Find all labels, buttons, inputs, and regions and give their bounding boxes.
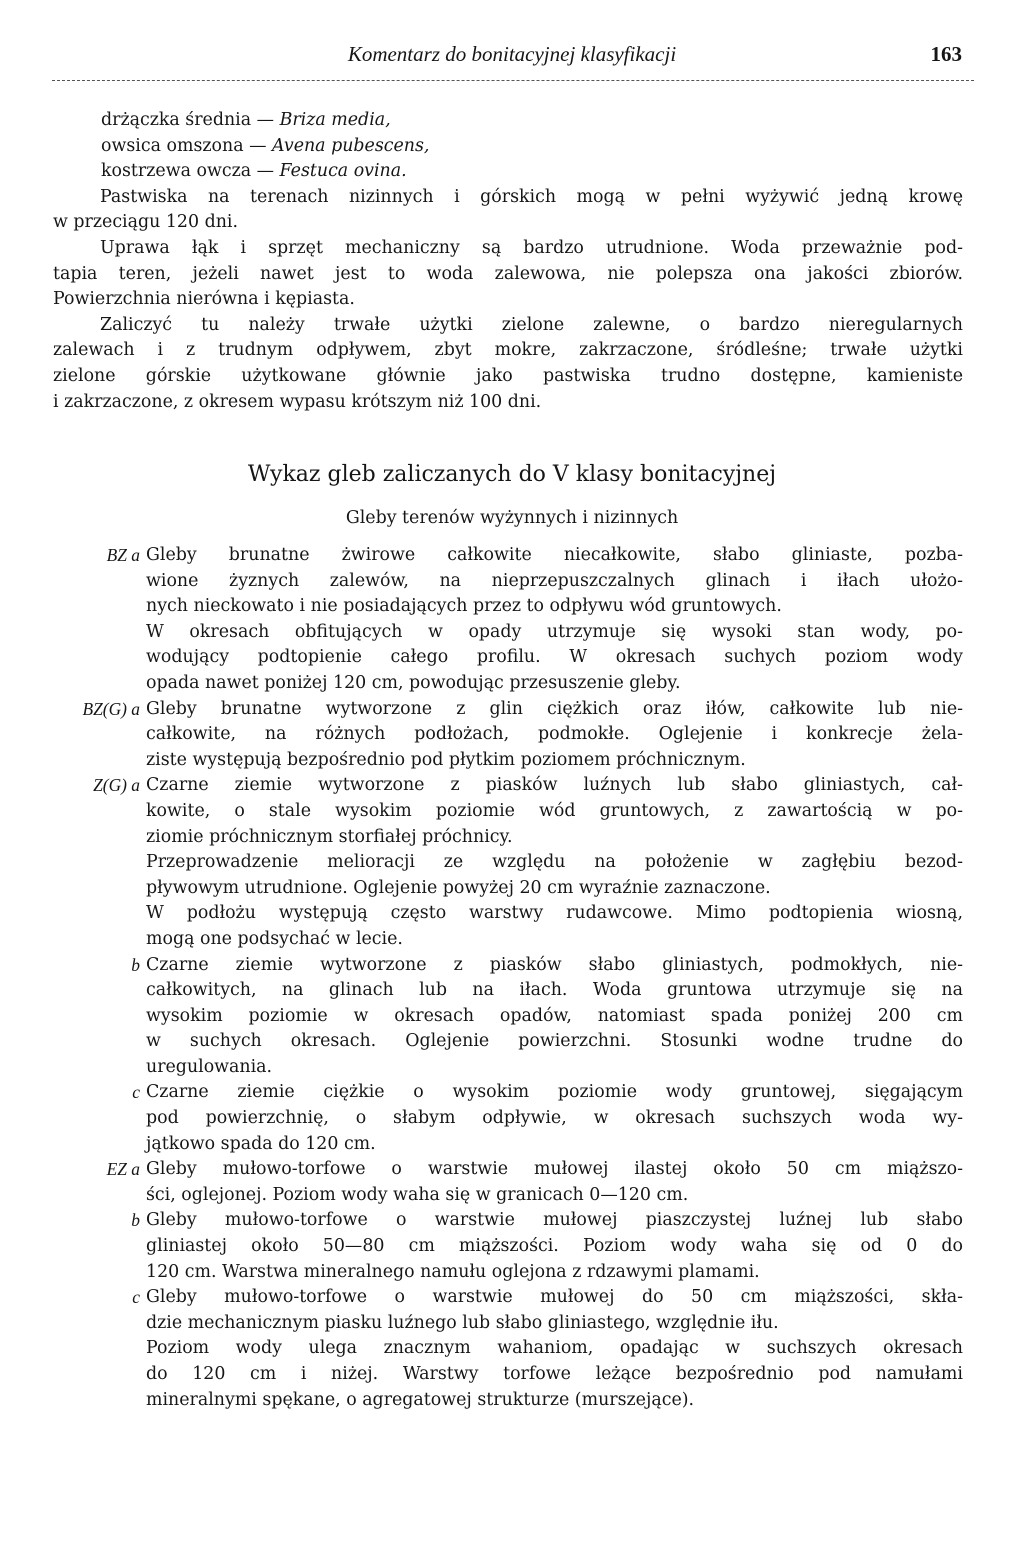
soil-entry [53,773,963,952]
description-line: Gleby brunatne żwirowe całkowite niecałkowite, słabo gliniaste, pozba- [146,545,963,565]
page-number: 163 [930,42,962,66]
description-line: ziste występują bezpośrednio pod płytkim poziomem próchnicznym. [146,749,746,770]
description-line: do 120 cm i niżej. Warstwy torfowe leżące bezpośrednio pod namułami [146,1364,963,1384]
description-line: wysokim poziomie w okresach opadów, natomiast spada poniżej 200 cm [146,1005,963,1026]
soil-entry-label: c [132,1287,140,1308]
soil-entry-description [146,543,963,697]
soil-entry-description [146,1157,963,1208]
description-line: wione żyznych zalewów, na nieprzepuszczalnych glinach i iłach ułożo- [146,570,963,591]
soil-entry [53,1080,963,1157]
paragraph-line: Zaliczyć tu należy trwałe użytki zielone zalewne, o bardzo nieregularnych [100,314,963,335]
soil-entry-label: EZ a [106,1159,140,1180]
soil-entry [53,953,963,1081]
description-line: Gleby brunatne wytworzone z glin ciężkich oraz iłów, całkowite lub nie- [146,698,963,719]
paragraph-line: tapia teren, jeżeli nawet jest to woda zalewowa, nie polepsza ona jakości zbiorów. [53,263,963,284]
description-line: Poziom wody ulega znacznym wahaniom, opadając w suchszych okresach [146,1338,963,1359]
soil-list [53,543,963,1413]
description-line: kowite, o stale wysokim poziomie wód gruntowych, z zawartością w po- [146,800,963,821]
description-line: mogą one podsychać w lecie. [146,928,403,949]
species-polish-name: owsica omszona — [101,135,273,156]
description-line: W podłożu występują często warstwy rudawcowe. Mimo podtopienia wiosną, [146,903,963,924]
description-line: całkowite, na różnych podłożach, podmokłe. Oglejenie i konkrecje żela- [146,724,963,745]
description-line: Czarne ziemie wytworzone z piasków luźnych lub słabo gliniastych, cał- [146,775,963,796]
description-line: ści, oglejonej. Poziom wody waha się w granicach 0—120 cm. [146,1184,689,1205]
description-line: pływowym utrudnione. Oglejenie powyżej 20 cm wyraźnie zaznaczone. [146,877,771,898]
intro-text [53,108,963,415]
description-line: gliniastej około 50—80 cm miąższości. Poziom wody waha się od 0 do [146,1236,963,1257]
species-latin-name: Festuca ovina. [279,161,407,182]
soil-entry-description [146,1208,963,1285]
paragraph-line: Uprawa łąk i sprzęt mechaniczny są bardzo utrudnione. Woda przeważnie pod- [100,237,963,258]
description-line: mineralnymi spękane, o agregatowej strukturze (murszejące). [146,1389,695,1410]
description-line: opada nawet poniżej 120 cm, powodując przesuszenie gleby. [146,672,681,693]
soil-entry-label: b [131,1210,140,1231]
species-latin-name: Avena pubescens, [272,135,430,156]
paragraph-line: zalewach i z trudnym odpływem, zbyt mokre, zakrzaczone, śródleśne; trwałe użytki [53,340,963,361]
soil-entry-label: c [132,1082,140,1103]
paragraph-line: Powierzchnia nierówna i kępiasta. [53,289,355,310]
species-line [53,134,963,160]
description-line: Czarne ziemie ciężkie o wysokim poziomie wody gruntowej, sięgającym [146,1082,963,1103]
description-line: 120 cm. Warstwa mineralnego namułu oglejona z rdzawymi plamami. [146,1261,760,1282]
description-line: Czarne ziemie wytworzone z piasków słabo gliniastych, podmokłych, nie- [146,954,963,975]
description-line: dzie mechanicznym piasku luźnego lub słabo gliniastego, względnie iłu. [146,1312,779,1333]
section-title: Wykaz gleb zaliczanych do V klasy bonitacyjnej [247,462,777,487]
species-latin-name: Briza media, [279,110,391,130]
description-line: nych nieckowato i nie posiadających przez to odpływu wód gruntowych. [146,596,782,617]
soil-entry-description [146,773,963,952]
soil-entry-label: BZ(G) a [82,698,140,719]
soil-entry [53,1285,963,1413]
description-line: w suchych okresach. Oglejenie powierzchni. Stosunki wodne trudne do [146,1031,963,1052]
species-polish-name: kostrzewa owcza — [101,161,280,182]
paragraph-line: w przeciągu 120 dni. [53,212,238,233]
section-subtitle: Gleby terenów wyżynnych i nizinnych [345,508,679,528]
soil-entry [53,543,963,697]
description-line: ziomie próchnicznym storfiałej próchnicy. [146,826,513,847]
soil-entry [53,1157,963,1208]
soil-entry-description [146,1285,963,1413]
description-line: Przeprowadzenie melioracji ze względu na położenie w zagłębiu bezod- [146,852,963,873]
paragraph-line: i zakrzaczone, z okresem wypasu krótszym niż 100 dni. [53,391,542,412]
description-line: jątkowo spada do 120 cm. [146,1133,376,1154]
running-header-title: Komentarz do bonitacyjnej klasyfikacji [347,42,677,66]
description-line: uregulowania. [146,1056,273,1077]
soil-entry-description [146,953,963,1081]
paragraph-line: Pastwiska na terenach nizinnych i górskich mogą w pełni wyżywić jedną krowę [100,186,963,207]
paragraph-line: zielone górskie użytkowane głównie jako pastwiska trudno dostępne, kamieniste [53,365,963,386]
description-line: pod powierzchnię, o słabym odpływie, w okresach suchszych woda wy- [146,1108,963,1129]
description-line: wodujący podtopienie całego profilu. W okresach suchych poziom wody [146,647,963,668]
description-line: W okresach obfitujących w opady utrzymuje się wysoki stan wody, po- [146,621,963,642]
soil-entry-description [146,1080,963,1157]
description-line: całkowitych, na glinach lub na iłach. Woda gruntowa utrzymuje się na [146,980,963,1001]
soil-entry-label: b [131,954,140,975]
description-line: Gleby mułowo-torfowe o warstwie mułowej ilastej około 50 cm miąższo- [146,1159,963,1180]
species-line [53,159,963,185]
species-polish-name: drżączka średnia — [101,110,280,130]
soil-entry-description [146,697,963,774]
soil-entry-label: BZ a [106,545,140,565]
description-line: Gleby mułowo-torfowe o warstwie mułowej do 50 cm miąższości, skła- [146,1287,963,1308]
soil-entry [53,697,963,774]
description-line: Gleby mułowo-torfowe o warstwie mułowej piaszczystej luźnej lub słabo [146,1210,963,1231]
soil-entry-label: Z(G) a [93,775,140,796]
soil-entry [53,1208,963,1285]
species-line [53,108,963,134]
header-divider [52,80,974,81]
